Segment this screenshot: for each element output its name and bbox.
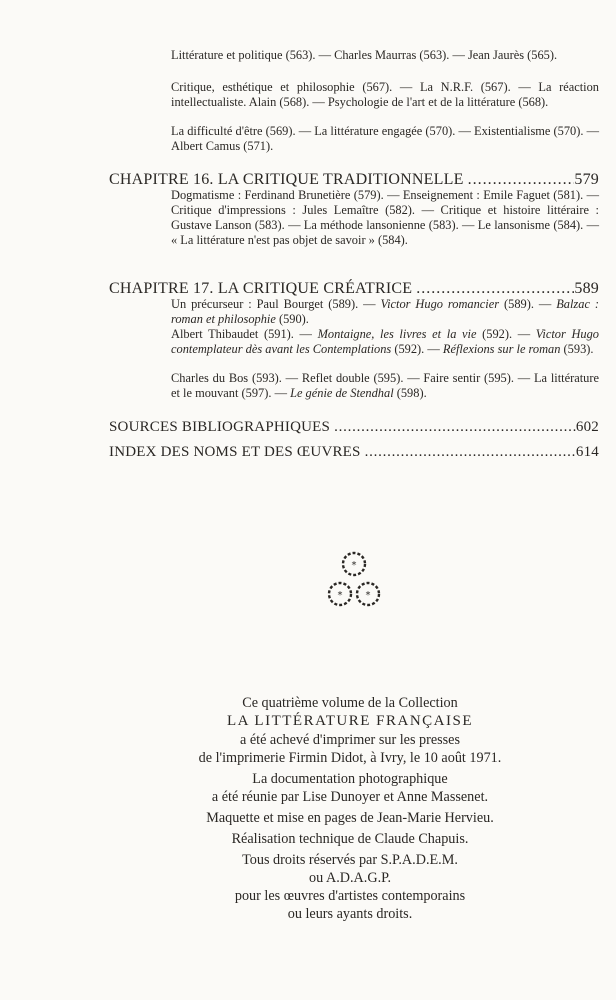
italic-title: Réflexions sur le roman: [442, 342, 561, 356]
italic-title: Victor Hugo romancier: [380, 297, 500, 311]
sources-page: 602: [575, 419, 599, 435]
text-run: Un précurseur : Paul Bourget (589). —: [171, 297, 381, 311]
colophon-line: pour les œuvres d'artistes contemporains: [234, 888, 466, 904]
svg-text:*: *: [351, 560, 357, 571]
index-page: 614: [575, 444, 599, 460]
chapter-17-thibaudet: [171, 327, 599, 357]
leader-dots: [361, 443, 576, 461]
chapter-17-page: 589: [574, 280, 599, 297]
chapter-17-heading[interactable]: [109, 280, 599, 298]
italic-title: Montaigne, les livres et la vie: [317, 327, 477, 341]
svg-text:*: *: [337, 590, 343, 601]
text-run: (598).: [393, 386, 427, 400]
index-heading[interactable]: [109, 443, 599, 461]
collection-title: LA LITTÉRATURE FRANÇAISE: [227, 713, 473, 729]
colophon-line: Ce quatrième volume de la Collection: [242, 695, 458, 711]
text-run: (592). —: [391, 342, 443, 356]
chapter-17-title: CHAPITRE 17. LA CRITIQUE CRÉATRICE: [109, 280, 413, 297]
svg-text:*: *: [365, 590, 371, 601]
leader-dots: [330, 418, 576, 436]
colophon-line: a été achevé d'imprimer sur les presses: [239, 732, 460, 748]
chapter-16-heading[interactable]: [109, 171, 599, 189]
toc-entry-existentialism: La difficulté d'être (569). — La littérature engagée (570). — Existentialisme (570). — Albert Camus (571).: [171, 124, 599, 153]
colophon-line: ou leurs ayants droits.: [287, 906, 413, 922]
text-run: Charles du Bos (593). — Reflet double (595). — Faire sentir (595). — La littérature et le mouvant (597). —: [171, 371, 599, 400]
leader-dots: [464, 171, 575, 189]
leader-dots: [412, 280, 574, 298]
index-title: INDEX DES NOMS ET DES ŒUVRES: [109, 444, 361, 460]
chapter-16-title: CHAPITRE 16. LA CRITIQUE TRADITIONNELLE: [109, 171, 464, 188]
text-run: (589). —: [499, 297, 557, 311]
colophon-line: Maquette et mise en pages de Jean-Marie Hervieu.: [206, 810, 494, 826]
colophon-line: Réalisation technique de Claude Chapuis.: [231, 831, 469, 847]
colophon-line: Tous droits réservés par S.P.A.D.E.M.: [242, 852, 458, 868]
sources-title: SOURCES BIBLIOGRAPHIQUES: [109, 419, 331, 435]
italic-title: Victor Hugo contemplateur dès avant les Contemplations: [171, 327, 599, 356]
fleuron-ornament-icon: [320, 548, 388, 616]
chapter-17-dubos: [171, 371, 599, 401]
colophon-line: a été réunie par Lise Dunoyer et Anne Massenet.: [211, 789, 489, 805]
toc-entry-politics: Littérature et politique (563). — Charles Maurras (563). — Jean Jaurès (565).: [171, 48, 558, 62]
chapter-16-summary: Dogmatisme : Ferdinand Brunetière (579). — Enseignement : Emile Faguet (581). — Critique d'impressions : Jules Lemaître (582). — Critique et histoire littéraire : Gustave Lanson (583). — La méthode lansonienne (583). — Le lansonisme (584). — « La littérature n'est pas objet de savoir » (584).: [171, 188, 599, 247]
text-run: (590).: [275, 312, 309, 326]
italic-title: Le génie de Stendhal: [290, 386, 394, 400]
italic-title: Balzac : roman et philosophie: [171, 297, 600, 326]
text-run: (592). —: [476, 327, 536, 341]
colophon-line: de l'imprimerie Firmin Didot, à Ivry, le 10 août 1971.: [198, 750, 502, 766]
chapter-16-page: 579: [574, 171, 599, 188]
toc-entry-aesthetics: Critique, esthétique et philosophie (567). — La N.R.F. (567). — La réaction intellectualiste. Alain (568). — Psychologie de l'art et de la littérature (568).: [171, 80, 599, 109]
sources-heading[interactable]: [109, 418, 599, 436]
colophon-line: La documentation photographique: [252, 771, 448, 787]
chapter-17-bourget: [171, 297, 599, 327]
text-run: (593).: [560, 342, 594, 356]
text-run: Albert Thibaudet (591). —: [171, 327, 318, 341]
colophon-line: ou A.D.A.G.P.: [309, 870, 391, 886]
